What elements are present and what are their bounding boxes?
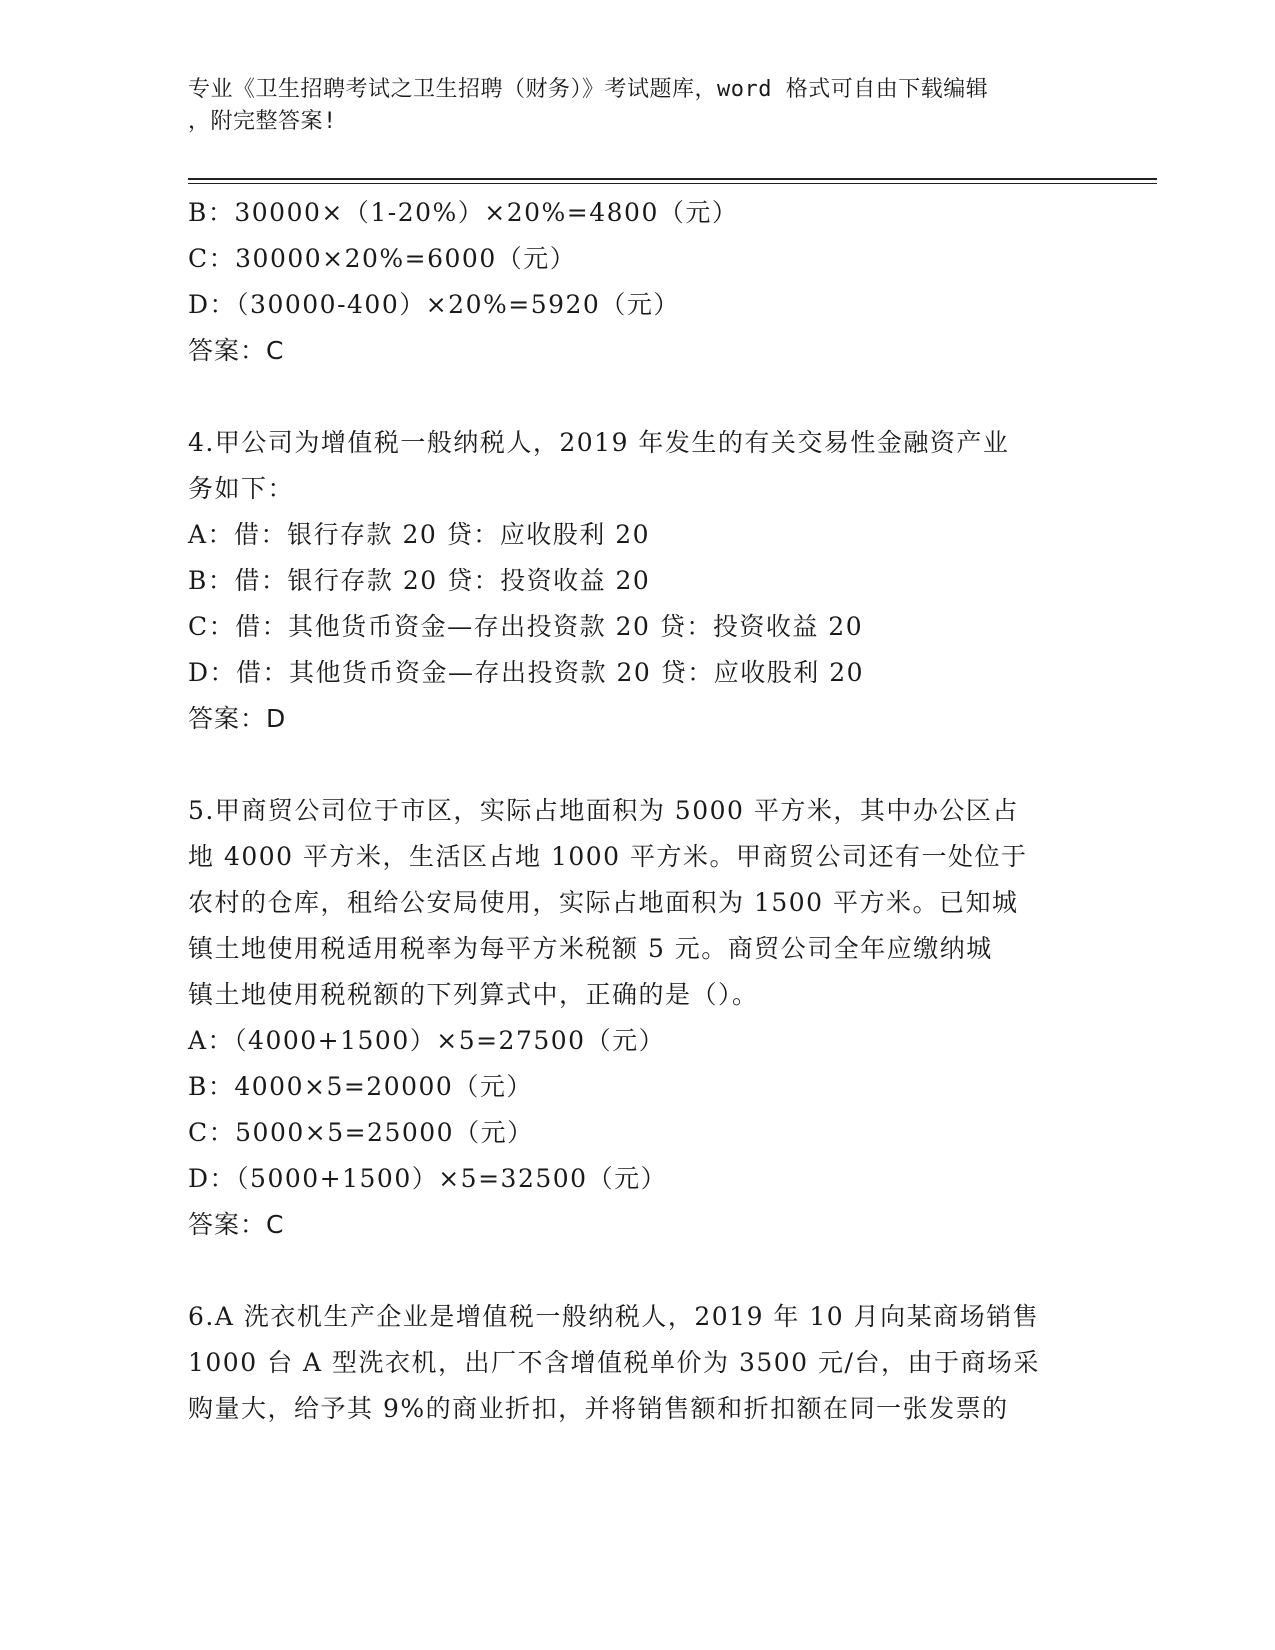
question-stem: 地 4000 平方米，生活区占地 1000 平方米。甲商贸公司还有一处位于	[188, 842, 1028, 871]
answer: 答案：C	[188, 1210, 285, 1239]
question-stem: 镇土地使用税适用税率为每平方米税额 5 元。商贸公司全年应缴纳城	[188, 934, 993, 963]
option-d: D：（30000-400）×20%=5920（元）	[188, 290, 680, 319]
spacer	[188, 374, 1088, 420]
question-6	[188, 1294, 1088, 1432]
question-5	[188, 788, 1088, 1248]
option-d: D：借：其他货币资金—存出投资款 20 贷：应收股利 20	[188, 658, 865, 687]
spacer	[188, 1248, 1088, 1294]
question-3-options	[188, 190, 1088, 374]
option-b: B：4000×5=20000（元）	[188, 1072, 533, 1101]
header-divider-thick	[188, 178, 1157, 180]
document-header	[188, 74, 1088, 138]
option-a: A：（4000+1500）×5=27500（元）	[188, 1026, 666, 1055]
spacer	[188, 742, 1088, 788]
option-b: B：30000×（1-20%）×20%=4800（元）	[188, 198, 739, 227]
question-stem: 1000 台 A 型洗衣机，出厂不含增值税单价为 3500 元/台，由于商场采	[188, 1348, 1040, 1377]
option-c: C：30000×20%=6000（元）	[188, 244, 577, 273]
question-stem: 务如下：	[188, 474, 295, 503]
option-b: B：借：银行存款 20 贷：投资收益 20	[188, 566, 651, 595]
option-d: D：（5000+1500）×5=32500（元）	[188, 1164, 668, 1193]
question-4	[188, 420, 1088, 742]
option-c: C：5000×5=25000（元）	[188, 1118, 534, 1147]
header-line-2: ，附完整答案!	[188, 109, 337, 134]
question-stem: 镇土地使用税税额的下列算式中，正确的是（）。	[188, 980, 759, 1009]
answer: 答案：D	[188, 704, 287, 733]
question-stem: 6.A 洗衣机生产企业是增值税一般纳税人，2019 年 10 月向某商场销售	[188, 1302, 1040, 1331]
question-stem: 5.甲商贸公司位于市区，实际占地面积为 5000 平方米，其中办公区占	[188, 796, 1019, 825]
header-line-1: 专业《卫生招聘考试之卫生招聘（财务）》考试题库，word 格式可自由下载编辑	[188, 77, 989, 102]
answer: 答案：C	[188, 336, 285, 365]
option-c: C：借：其他货币资金—存出投资款 20 贷：投资收益 20	[188, 612, 864, 641]
question-stem: 农村的仓库，租给公安局使用，实际占地面积为 1500 平方米。已知城	[188, 888, 1019, 917]
question-stem: 购量大，给予其 9%的商业折扣，并将销售额和折扣额在同一张发票的	[188, 1394, 1009, 1423]
option-a: A：借：银行存款 20 贷：应收股利 20	[188, 520, 651, 549]
question-stem: 4.甲公司为增值税一般纳税人，2019 年发生的有关交易性金融资产业	[188, 428, 1010, 457]
document-body	[188, 190, 1088, 1432]
header-divider-thin	[188, 183, 1157, 184]
